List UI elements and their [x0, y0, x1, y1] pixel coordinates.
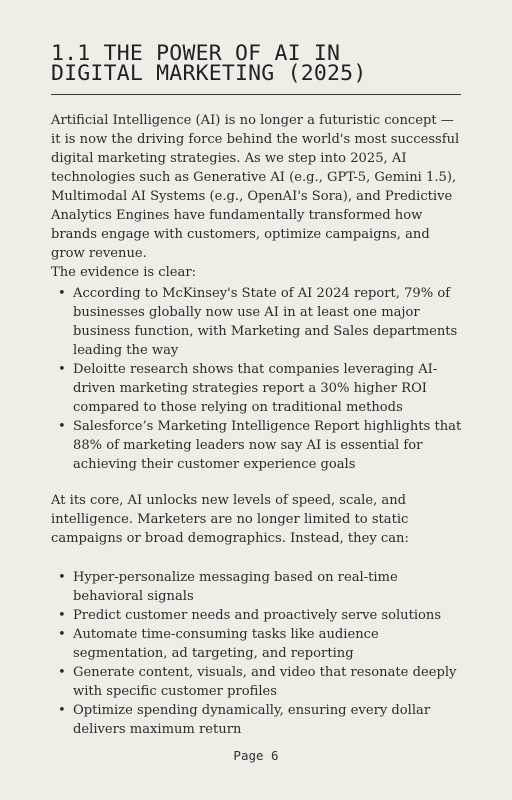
list-item-text: Generate content, visuals, and video that resonate deeply with specific customer profiles [73, 665, 457, 699]
page-number: Page 6 [233, 748, 279, 763]
list-item [51, 606, 466, 625]
bullet-icon: • [58, 362, 66, 377]
list-item [51, 663, 466, 701]
list-item-text: Optimize spending dynamically, ensuring every dollar delivers maximum return [73, 703, 431, 737]
list-item [51, 284, 466, 360]
evidence-list [51, 284, 466, 474]
intro-section [51, 111, 466, 282]
bullet-icon: • [58, 703, 66, 718]
list-item [51, 625, 466, 663]
list-item-text: Salesforce’s Marketing Intelligence Report highlights that 88% of marketing leaders now say AI is essential for achieving their customer experience goals [73, 419, 462, 472]
evidence-lead: The evidence is clear: [51, 265, 197, 280]
intro-paragraph: Artificial Intelligence (AI) is no longer a futuristic concept — it is now the driving force behind the world's most successful digital marketing strategies. As we step into 2025, AI technologies such as Generative AI (e.g., GPT-5, Gemini 1.5), Multimodal AI Systems (e.g., OpenAI's Sora), and Predictive Analytics Engines have fundamentally transformed how brands engage with customers, optimize campaigns, and grow revenue. [51, 113, 460, 261]
list-item [51, 417, 466, 474]
bullet-icon: • [58, 608, 66, 623]
list-item [51, 568, 466, 606]
capabilities-list [51, 568, 466, 739]
list-item-text: Deloitte research shows that companies leveraging AI-driven marketing strategies report a 30% higher ROI compared to those relying on traditional methods [73, 362, 438, 415]
list-item [51, 701, 466, 739]
bullet-icon: • [58, 286, 66, 301]
bullet-icon: • [58, 419, 66, 434]
list-item-text: Predict customer needs and proactively serve solutions [73, 608, 442, 623]
bullet-icon: • [58, 627, 66, 642]
list-item-text: Automate time-consuming tasks like audience segmentation, ad targeting, and reporting [73, 627, 379, 661]
section-title: 1.1 THE POWER OF AI IN DIGITAL MARKETING (2025) [51, 41, 367, 86]
list-item-text: According to McKinsey's State of AI 2024 report, 79% of businesses globally now use AI in at least one major business function, with Marketing and Sales departments leading the way [73, 286, 458, 358]
bullet-icon: • [58, 570, 66, 585]
core-paragraph: At its core, AI unlocks new levels of speed, scale, and intelligence. Marketers are no longer limited to static campaigns or broad demographics. Instead, they can: [51, 493, 409, 546]
title-divider [51, 94, 461, 95]
list-item [51, 360, 466, 417]
bullet-icon: • [58, 665, 66, 680]
list-item-text: Hyper-personalize messaging based on real-time behavioral signals [73, 570, 398, 604]
